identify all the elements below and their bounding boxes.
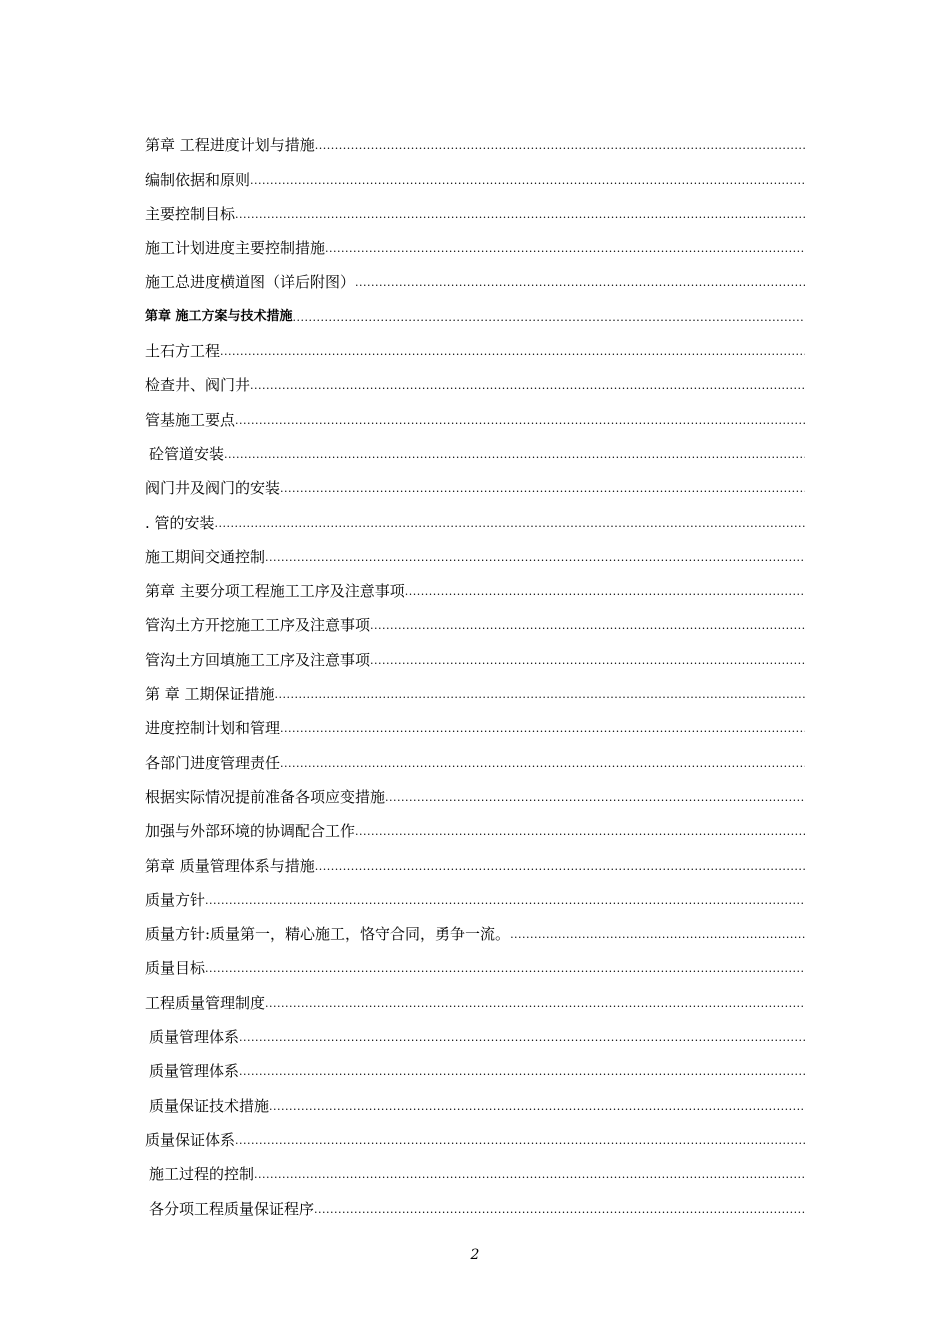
dot-leader xyxy=(315,138,805,155)
toc-entry-label: 主要控制目标 xyxy=(145,204,236,223)
toc-entry-label: 施工过程的控制 xyxy=(149,1165,255,1184)
toc-entry xyxy=(145,807,805,841)
dot-leader xyxy=(280,481,805,498)
toc-entry xyxy=(145,327,805,361)
toc-entry-label: 质量方针 xyxy=(145,890,206,909)
toc-entry-label: 管沟土方开挖施工工序及注意事项 xyxy=(145,616,371,635)
toc-entry-label: 各部门进度管理责任 xyxy=(145,753,281,772)
toc-entry xyxy=(145,258,805,292)
toc-entry xyxy=(145,155,805,189)
toc-entry xyxy=(145,464,805,498)
dot-leader xyxy=(239,1030,805,1047)
toc-entry-label: 加强与外部环境的协调配合工作 xyxy=(145,822,356,841)
toc-entry-label: 第章 主要分项工程施工工序及注意事项 xyxy=(145,582,405,601)
toc-entry xyxy=(145,738,805,772)
dot-leader xyxy=(275,687,805,704)
toc-entry xyxy=(145,944,805,978)
toc-entry-label: 质量保证技术措施 xyxy=(149,1096,270,1115)
toc-entry xyxy=(145,670,805,704)
dot-leader xyxy=(254,1167,805,1184)
toc-entry xyxy=(145,773,805,807)
dot-leader xyxy=(205,961,805,978)
dot-leader xyxy=(355,824,805,841)
toc-entry-label: 质量方针:质量第一，精心施工，恪守合同，勇争一流。 xyxy=(145,925,511,944)
dot-leader xyxy=(224,447,805,464)
dot-leader xyxy=(355,275,805,292)
toc-entry xyxy=(145,1150,805,1184)
toc-entry-label: 管基施工要点 xyxy=(145,410,236,429)
dot-leader xyxy=(250,173,805,190)
toc-entry xyxy=(145,601,805,635)
dot-leader xyxy=(235,1133,805,1150)
dot-leader xyxy=(265,996,805,1013)
dot-leader xyxy=(385,790,805,807)
dot-leader xyxy=(280,756,805,773)
toc-entry-label: 质量保证体系 xyxy=(145,1130,236,1149)
toc-entry xyxy=(145,224,805,258)
toc-entry xyxy=(145,533,805,567)
dot-leader xyxy=(370,653,805,670)
toc-entry xyxy=(145,635,805,669)
toc-entry-label: 编制依据和原则 xyxy=(145,170,251,189)
toc-entry-label: 阀门井及阀门的安装 xyxy=(145,479,281,498)
toc-chapter-heading xyxy=(145,292,805,326)
dot-leader xyxy=(269,1099,805,1116)
toc-entry xyxy=(145,498,805,532)
toc-entry xyxy=(145,704,805,738)
toc-entry-label: 各分项工程质量保证程序 xyxy=(149,1199,315,1218)
dot-leader xyxy=(235,413,805,430)
toc-entry xyxy=(145,121,805,155)
toc-entry xyxy=(145,430,805,464)
toc-entry-label: 根据实际情况提前准备各项应变措施 xyxy=(145,787,386,806)
dot-leader xyxy=(280,721,805,738)
toc-entry xyxy=(145,190,805,224)
page-number: 2 xyxy=(470,1247,480,1263)
toc-entry-label: 工程质量管理制度 xyxy=(145,993,266,1012)
toc-entry xyxy=(145,1047,805,1081)
dot-leader xyxy=(215,516,805,533)
dot-leader xyxy=(293,310,805,327)
toc-entry-label: 进度控制计划和管理 xyxy=(145,719,281,738)
toc-entry-label: 施工计划进度主要控制措施 xyxy=(145,239,326,258)
toc-entry xyxy=(145,876,805,910)
toc-entry xyxy=(145,978,805,1012)
toc-entry xyxy=(145,841,805,875)
toc-entry-label: . 管的安装 xyxy=(145,513,215,532)
dot-leader xyxy=(315,859,805,876)
toc-entry xyxy=(145,1184,805,1218)
toc-entry-label: 第 章 工期保证措施 xyxy=(145,685,275,704)
dot-leader xyxy=(235,207,805,224)
toc-entry xyxy=(145,361,805,395)
dot-leader xyxy=(325,241,805,258)
dot-leader xyxy=(220,344,805,361)
toc-entry-label: 质量目标 xyxy=(145,959,206,978)
toc-entry-label: 第章 质量管理体系与措施 xyxy=(145,856,315,875)
toc-entry-label: 质量管理体系 xyxy=(149,1028,240,1047)
toc-entry xyxy=(145,1116,805,1150)
toc-entry xyxy=(145,910,805,944)
table-of-contents xyxy=(145,121,805,1219)
toc-entry-label: 砼管道安装 xyxy=(149,444,225,463)
dot-leader xyxy=(314,1202,805,1219)
dot-leader xyxy=(265,550,805,567)
toc-entry-label: 质量管理体系 xyxy=(149,1062,240,1081)
dot-leader xyxy=(239,1064,805,1081)
toc-entry-label: 施工总进度横道图（详后附图） xyxy=(145,273,356,292)
dot-leader xyxy=(370,618,805,635)
toc-entry xyxy=(145,395,805,429)
toc-entry-label: 检查井、阀门井 xyxy=(145,376,251,395)
toc-entry-label: 施工期间交通控制 xyxy=(145,547,266,566)
toc-entry-label: 第章 施工方案与技术措施 xyxy=(145,308,293,324)
toc-entry xyxy=(145,567,805,601)
dot-leader xyxy=(205,893,805,910)
dot-leader xyxy=(405,584,805,601)
toc-entry-label: 第章 工程进度计划与措施 xyxy=(145,136,315,155)
toc-entry-label: 土石方工程 xyxy=(145,342,221,361)
dot-leader xyxy=(250,378,805,395)
toc-entry xyxy=(145,1081,805,1115)
toc-entry-label: 管沟土方回填施工工序及注意事项 xyxy=(145,650,371,669)
dot-leader xyxy=(510,927,805,944)
toc-entry xyxy=(145,1013,805,1047)
